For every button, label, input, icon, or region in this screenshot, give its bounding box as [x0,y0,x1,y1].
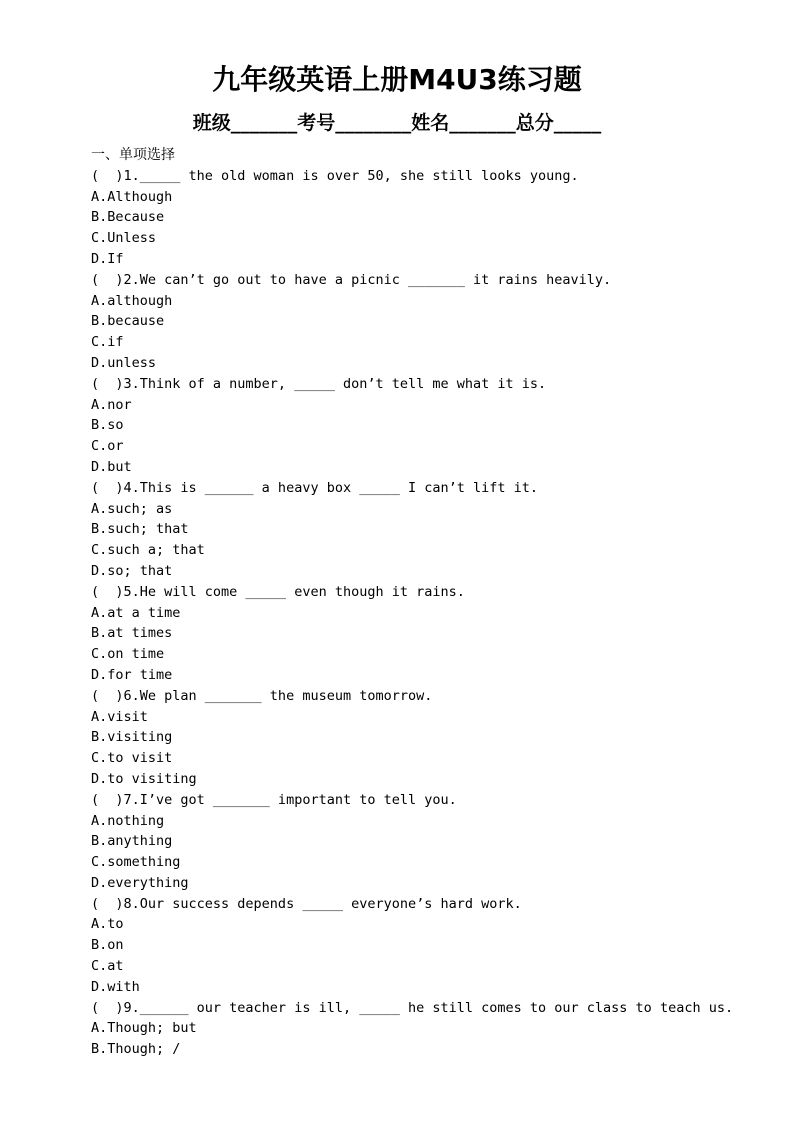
option-c: C.such a; that [91,542,205,559]
page-title: 九年级英语上册M4U3练习题 [212,63,582,96]
question-list [91,145,771,1060]
question-1 [91,166,771,270]
section-heading: 一、单项选择 [91,147,175,163]
question-3 [91,374,771,478]
option-b: B.such; that [91,521,189,538]
question-stem: ( )8.Our success depends _____ everyone’s hard work. [91,895,522,912]
question-stem: ( )7.I’ve got _______ important to tell you. [91,791,457,808]
student-info-line: 班级_______考号________姓名_______总分_____ [192,112,602,134]
option-a: A.Although [91,188,173,205]
question-stem: ( )3.Think of a number, _____ don’t tell me what it is. [91,375,547,392]
question-stem: ( )4.This is ______ a heavy box _____ I can’t lift it. [91,479,539,496]
question-stem: ( )6.We plan _______ the museum tomorrow. [91,687,433,704]
option-b: B.visiting [91,729,173,746]
question-stem: ( )9.______ our teacher is ill, _____ he still comes to our class to teach us. [91,999,734,1016]
option-a: A.such; as [91,500,173,517]
option-c: C.something [91,854,181,871]
question-7 [91,790,771,894]
question-4 [91,478,771,582]
option-b: B.anything [91,833,173,850]
option-d: D.to visiting [91,770,197,787]
option-a: A.nor [91,396,132,413]
option-b: B.on [91,937,124,954]
option-a: A.visit [91,708,148,725]
option-c: C.Unless [91,230,157,247]
option-b: B.because [91,313,165,330]
option-d: D.for time [91,666,173,683]
option-b: B.so [91,417,124,434]
option-d: D.but [91,458,132,475]
option-d: D.If [91,250,124,267]
option-c: C.on time [91,646,165,663]
option-c: C.or [91,438,124,455]
option-b: B.Because [91,209,165,226]
option-a: A.Though; but [91,1020,197,1037]
option-b: B.at times [91,625,173,642]
option-c: C.to visit [91,750,173,767]
option-b: B.Though; / [91,1041,181,1058]
question-8 [91,894,771,998]
question-9 [91,998,771,1060]
option-d: D.with [91,978,140,995]
question-5 [91,582,771,686]
option-d: D.everything [91,874,189,891]
question-6 [91,686,771,790]
option-d: D.unless [91,354,157,371]
option-d: D.so; that [91,562,173,579]
question-stem: ( )1._____ the old woman is over 50, she still looks young. [91,167,579,184]
option-a: A.although [91,292,173,309]
option-a: A.nothing [91,812,165,829]
question-stem: ( )2.We can’t go out to have a picnic _______ it rains heavily. [91,271,612,288]
option-a: A.to [91,916,124,933]
question-stem: ( )5.He will come _____ even though it rains. [91,583,465,600]
option-c: C.at [91,958,124,975]
option-a: A.at a time [91,604,181,621]
option-c: C.if [91,334,124,351]
question-2 [91,270,771,374]
